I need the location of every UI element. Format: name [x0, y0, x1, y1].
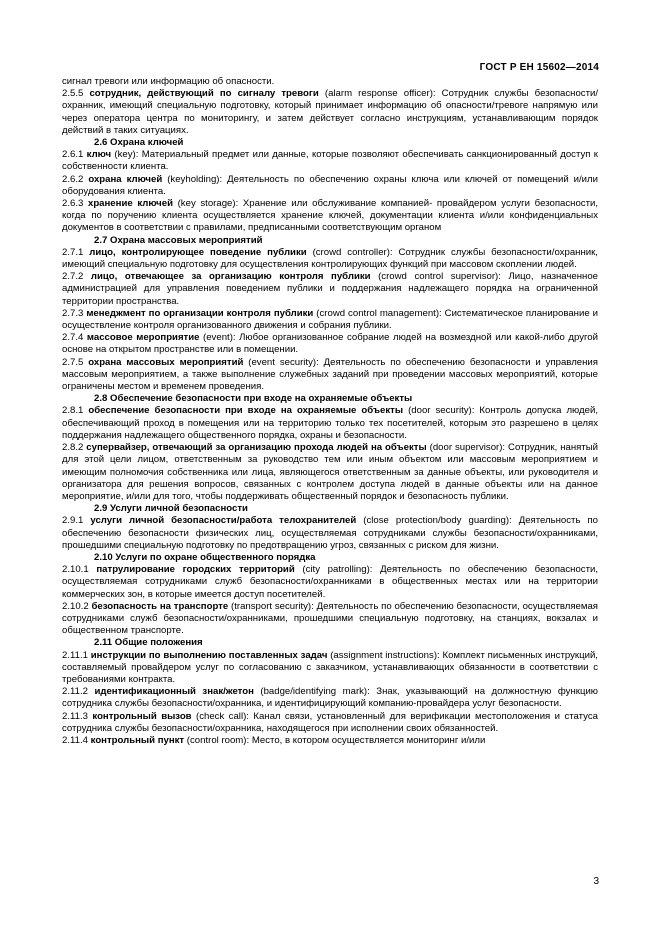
- clause-number: 2.6.3: [62, 198, 88, 210]
- term: охрана ключей: [88, 173, 163, 185]
- definition-text: (key storage): Хранение или обслуживание компанией- провайдером услуги безопасности, когда по поручению клиента осуществляется хранение ключей, документации клиента и/или конфиденциальных документов в соответствии с правилами, предписанными соответствующим органом: [62, 198, 598, 234]
- section-heading: 2.9 Услуги личной безопасности: [94, 503, 248, 515]
- definition-text: (event): Любое организованное собрание людей на возмездной или какой-либо другой основе на открытом пространстве или в помещении.: [62, 332, 598, 356]
- clause-number: 2.6.1: [62, 149, 87, 161]
- definition-text: (assignment instructions): Комплект письменных инструкций, составляемый провайдером услуг по согласованию с заказчиком, устанавливающих обязанности в соответствии с требованиями контракта.: [62, 649, 598, 685]
- page-number: 3: [593, 876, 599, 887]
- definition-text: (alarm response officer): Сотрудник службы безопасности/охранник, имеющий специальную подготовку, который принимает информацию об опасности/тревоге напрямую или через оператора центра по мониторингу, и затем действует согласно инструкциям, устанавливающим порядок действий в таких ситуациях.: [62, 88, 598, 136]
- clause-number: 2.5.5: [62, 88, 90, 100]
- definition-text: (key): Материальный предмет или данные, которые позволяют обеспечивать санкционированный доступ к собственности клиента.: [62, 149, 598, 173]
- clause-number: 2.7.2: [62, 271, 91, 283]
- definition-paragraph: [62, 650, 598, 687]
- definition-paragraph: [62, 601, 598, 638]
- definition-paragraph: [62, 442, 598, 503]
- definition-paragraph: [62, 564, 598, 601]
- term: сотрудник, действующий по сигналу тревоги: [89, 88, 319, 100]
- clause-number: 2.11.4: [62, 734, 91, 746]
- term: охрана массовых мероприятий: [88, 356, 244, 368]
- section-heading: 2.11 Общие положения: [94, 637, 203, 649]
- clause-number: 2.11.1: [62, 649, 91, 661]
- definition-text: (keyholding): Деятельность по обеспечению охраны ключа или ключей от помещений и/или оборудования клиента.: [62, 173, 598, 197]
- clause-number: 2.8.2: [62, 442, 87, 454]
- section-heading: 2.10 Услуги по охране общественного порядка: [94, 551, 316, 563]
- definition-paragraph: [62, 515, 598, 552]
- definition-paragraph: [62, 308, 598, 332]
- term: инструкции по выполнению поставленных задач: [90, 649, 328, 661]
- term: безопасность на транспорте: [91, 600, 229, 612]
- clause-number: 2.9.1: [62, 515, 91, 527]
- definition-text: (event security): Деятельность по обеспечению безопасности и управления массовым мероприятием, а также выполнение служебных заданий при проведении массовых мероприятий, которые ограничены местом и временем проведения.: [62, 356, 598, 393]
- definition-paragraph: [62, 88, 598, 137]
- definition-paragraph: [62, 711, 598, 735]
- term: услуги личной безопасности/работа телохранителей: [90, 515, 357, 527]
- definition-text: (crowd control supervisor): Лицо, назначенное администрацией для управления поведением публики и поддержания надлежащего порядка на ограниченной территории пространства.: [62, 271, 599, 307]
- definition-paragraph: [62, 247, 598, 271]
- clause-number: 2.7.5: [62, 356, 89, 368]
- term: хранение ключей: [87, 198, 173, 210]
- clause-number: 2.7.1: [62, 246, 90, 258]
- definition-text: (badge/identifying mark): Знак, указывающий на должностную функцию сотрудника службы безопасности/охранника, и идентифицирующий компанию-провайдера услуг безопасности.: [62, 686, 598, 710]
- clause-number: 2.10.2: [62, 600, 92, 612]
- term: лицо, контролирующее поведение публики: [89, 246, 307, 258]
- term: патрулирование городских территорий: [96, 564, 295, 576]
- definition-paragraph: [62, 405, 598, 442]
- section-heading: 2.6 Охрана ключей: [94, 137, 184, 149]
- term: лицо, отвечающее за организацию контроля публики: [90, 271, 371, 283]
- section-heading: 2.8 Обеспечение безопасности при входе на охраняемые объекты: [94, 393, 413, 405]
- definition-text: (transport security): Деятельность по обеспечению безопасности, осуществляемая сотрудниками служб безопасности/охранниками, прошедшими специальную подготовку, на станциях, вокзалах и общественном транспорте.: [62, 600, 598, 637]
- definition-text: (crowd control management): Систематическое планирование и осуществление контроля организованного движения и собрания публики.: [62, 307, 598, 332]
- definition-paragraph: [62, 198, 598, 235]
- definition-paragraph: [62, 735, 598, 747]
- definition-text: (check call): Канал связи, установленный для верификации местоположения и статуса сотрудника службы безопасности/охранника, находящегося при исполнении своих обязанностей.: [62, 710, 598, 734]
- definition-paragraph: [62, 76, 598, 88]
- definition-paragraph: [62, 271, 598, 308]
- definition-paragraph: [62, 357, 598, 394]
- definition-text: (door security): Контроль допуска людей, обеспечивающий проход в помещения или на территорию только тех посетителей, которым это разрешено в целях поддержания надлежащего общественного порядка, охраны и безопасности.: [62, 405, 598, 441]
- definition-paragraph: [62, 174, 598, 198]
- term: идентификационный знак/жетон: [94, 686, 254, 698]
- definition-paragraph: [62, 332, 598, 356]
- term: контрольный вызов: [92, 710, 192, 722]
- term: обеспечение безопасности при входе на охраняемые объекты: [88, 405, 404, 417]
- definition-text: (crowd controller): Сотрудник службы безопасности/охранник, имеющий специальную подготовку для осуществления контролирующих функций при массовом скоплении людей.: [62, 246, 598, 271]
- clause-number: 2.11.3: [62, 710, 93, 722]
- document-body: [62, 76, 598, 747]
- term: контрольный пункт: [90, 734, 185, 746]
- definition-text: (close protection/body guarding): Деятельность по обеспечению безопасности физических лиц, осуществляемая сотрудниками службы безопасности/охранниками, прошедшими специальную подготовку по предотвращению угроз, связанных с риском для жизни.: [62, 515, 598, 551]
- clause-number: 2.6.2: [62, 173, 89, 185]
- clause-number: 2.11.2: [62, 686, 95, 698]
- term: ключ: [86, 149, 112, 161]
- definition-paragraph: [62, 149, 598, 173]
- document-header: ГОСТ Р ЕН 15602—2014: [479, 62, 599, 73]
- clause-number: 2.7.3: [62, 307, 87, 319]
- term: массовое мероприятие: [86, 332, 200, 344]
- term: супервайзер, отвечающий за организацию прохода людей на объекты: [86, 442, 427, 454]
- definition-text: (city patrolling): Деятельность по обеспечению безопасности, осуществляемая сотрудниками служб безопасности/охранниками в общественных местах или на территории коммерческих зон, в которые имеется доступ посетителей.: [62, 564, 598, 600]
- clause-number: 2.7.4: [62, 332, 87, 344]
- definition-paragraph: [62, 686, 598, 710]
- clause-number: 2.10.1: [62, 564, 97, 576]
- definition-text: (control room): Место, в котором осуществляется мониторинг и/или: [184, 734, 486, 746]
- definition-text: (door supervisor): Сотрудник, нанятый для этой цели лицом, ответственным за руководство тем или иным объектом или массовым мероприятием и имеющим полномочия собственника или лица, являющегося ответственным за данные объекты, или руководителя и организатора для решения вопросов, связанных с контролем доступа людей в данные объекты или на данное мероприятие, и/или для того, чтобы поддерживать общественный порядок и безопасность публики.: [62, 442, 598, 502]
- clause-number: 2.8.1: [62, 405, 89, 417]
- section-heading: 2.7 Охрана массовых мероприятий: [94, 234, 263, 246]
- continuation-text: сигнал тревоги или информацию об опасности.: [62, 76, 275, 87]
- term: менеджмент по организации контроля публики: [86, 307, 314, 319]
